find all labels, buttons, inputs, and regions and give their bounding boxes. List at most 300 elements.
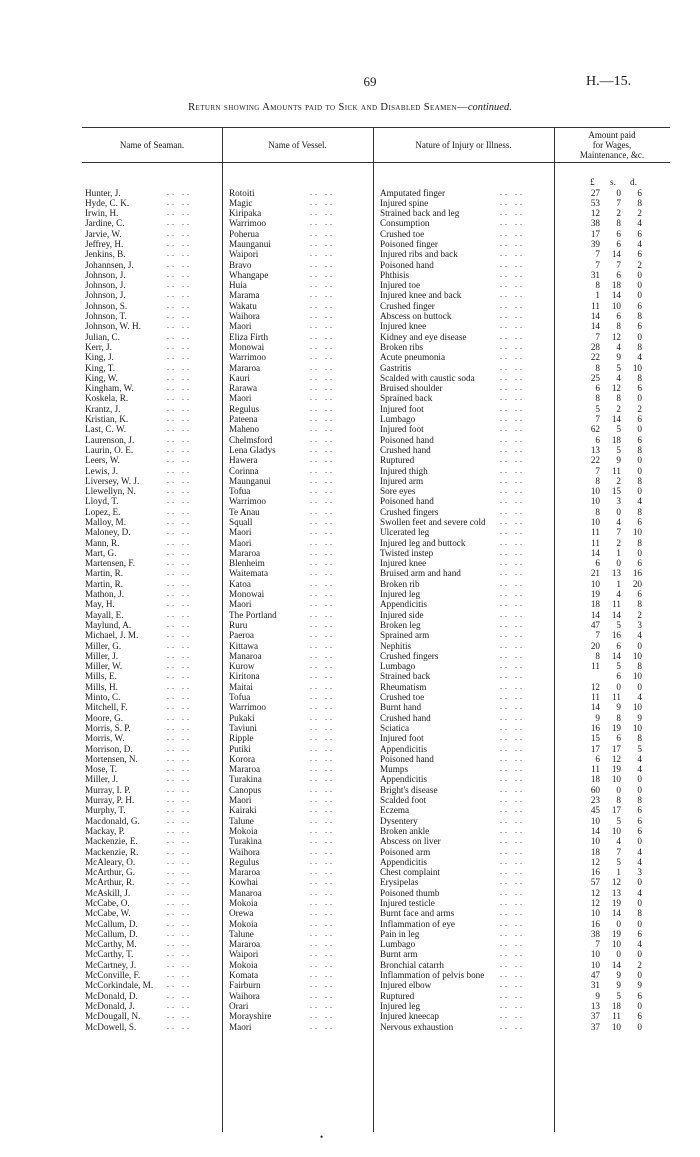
injury-nature: Injured elbow (380, 980, 432, 991)
amount-pence: 8 (637, 475, 642, 486)
seaman-name: Mitchell, F. (85, 702, 128, 713)
injury-nature: Injured leg and buttock (380, 537, 466, 548)
leader-dots: .. .. (310, 599, 335, 609)
injury-nature: Nervous exhaustion (380, 1021, 454, 1032)
amount-pence: 2 (637, 208, 642, 219)
leader-dots: .. .. (310, 990, 335, 1000)
amount-pence: 6 (637, 928, 642, 939)
leader-dots: .. .. (167, 362, 192, 372)
injury-nature: Bronchial catarrh (380, 959, 445, 970)
leader-dots: .. .. (310, 403, 335, 413)
leader-dots: .. .. (167, 383, 192, 393)
vessel-name: Maori (229, 1021, 252, 1032)
amount-pounds: 11 (591, 527, 600, 538)
leader-dots: .. .. (310, 362, 335, 372)
leader-dots: .. .. (310, 609, 335, 619)
amount-shillings: 12 (611, 877, 621, 888)
amount-pounds: 7 (595, 465, 600, 476)
amount-pence: 0 (637, 1021, 642, 1032)
amount-shillings: 14 (611, 959, 621, 970)
table-row (0, 579, 700, 589)
amount-shillings: 7 (616, 259, 621, 270)
leader-dots: .. .. (167, 290, 192, 300)
leader-dots: .. .. (500, 259, 525, 269)
table-row (0, 723, 700, 733)
vessel-name: Chelmsford (229, 434, 273, 445)
injury-nature: Injured arm (380, 475, 424, 486)
table-row (0, 1022, 700, 1032)
leader-dots: .. .. (310, 846, 335, 856)
leader-dots: .. .. (310, 949, 335, 959)
amount-shillings: 13 (611, 887, 621, 898)
table-row (0, 496, 700, 506)
amount-pounds: 62 (590, 424, 600, 435)
amount-pence: 6 (637, 300, 642, 311)
table-row (0, 568, 700, 578)
amount-pounds: 39 (590, 238, 600, 249)
amount-shillings: 14 (611, 414, 621, 425)
amount-shillings: 6 (616, 269, 621, 280)
amount-pence: 4 (637, 939, 642, 950)
leader-dots: .. .. (500, 959, 525, 969)
amount-pence: 0 (637, 465, 642, 476)
leader-dots: .. .. (500, 918, 525, 928)
injury-nature: Strained back (380, 671, 431, 682)
vessel-name: Warrimoo (229, 702, 267, 713)
injury-nature: Gastritis (380, 362, 412, 373)
leader-dots: .. .. (500, 836, 525, 846)
leader-dots: .. .. (500, 630, 525, 640)
leader-dots: .. .. (500, 753, 525, 763)
leader-dots: .. .. (310, 722, 335, 732)
leader-dots: .. .. (167, 444, 192, 454)
amount-pence: 10 (632, 671, 642, 682)
leader-dots: .. .. (500, 722, 525, 732)
leader-dots: .. .. (310, 465, 335, 475)
seaman-name: McCartney, J. (85, 959, 137, 970)
table-row (0, 949, 700, 959)
table-row (0, 332, 700, 342)
seaman-name: Johnson, S. (85, 300, 128, 311)
leader-dots: .. .. (310, 856, 335, 866)
amount-pence: 2 (637, 609, 642, 620)
leader-dots: .. .. (167, 702, 192, 712)
vessel-name: Mokoia (229, 959, 258, 970)
injury-nature: Ruptured (380, 990, 415, 1001)
leader-dots: .. .. (500, 280, 525, 290)
leader-dots: .. .. (167, 372, 192, 382)
amount-shillings: 6 (616, 671, 621, 682)
seaman-name: Maylund, A. (85, 619, 132, 630)
leader-dots: .. .. (500, 249, 525, 259)
leader-dots: .. .. (500, 537, 525, 547)
seaman-name: McDonald, D. (85, 990, 138, 1001)
amount-pence: 20 (632, 578, 642, 589)
amount-pence: 8 (637, 537, 642, 548)
vessel-name: Mokoia (229, 918, 258, 929)
seaman-name: Morris, S. P. (85, 722, 131, 733)
leader-dots: .. .. (500, 712, 525, 722)
leader-dots: .. .. (310, 928, 335, 938)
leader-dots: .. .. (167, 619, 192, 629)
injury-nature: Amputated finger (380, 187, 446, 198)
leader-dots: .. .. (167, 959, 192, 969)
header-amount-paid (554, 128, 670, 162)
leader-dots: .. .. (500, 671, 525, 681)
vessel-name: Monowai (229, 589, 265, 600)
amount-shillings: 0 (616, 681, 621, 692)
leader-dots: .. .. (310, 825, 335, 835)
table-row (0, 260, 700, 270)
leader-dots: .. .. (500, 589, 525, 599)
amount-pence: 6 (637, 187, 642, 198)
leader-dots: .. .. (167, 331, 192, 341)
amount-pence: 10 (632, 702, 642, 713)
table-title-main: Return showing Amounts paid to Sick and Disabled Seamen— (188, 102, 468, 113)
leader-dots: .. .. (310, 702, 335, 712)
amount-pounds: 10 (590, 517, 600, 527)
seaman-name: May, H. (85, 599, 115, 610)
amount-pence: 0 (637, 681, 642, 692)
amount-pounds: 17 (590, 743, 600, 754)
injury-nature: Poisoned hand (380, 259, 434, 270)
leader-dots: .. .. (500, 424, 525, 434)
leader-dots: .. .. (310, 764, 335, 774)
seaman-name: Jeffrey, H. (85, 238, 124, 249)
injury-nature: Lumbago (380, 661, 416, 672)
vessel-name: Hawera (229, 455, 258, 466)
vessel-name: Regulus (229, 403, 260, 414)
amount-shillings: 9 (616, 352, 621, 363)
table-row (0, 311, 700, 321)
amount-shillings: 5 (616, 362, 621, 373)
amount-pounds: 25 (590, 372, 600, 383)
amount-pence: 0 (637, 1000, 642, 1011)
leader-dots: .. .. (500, 496, 525, 506)
vessel-name: Kiripaka (229, 208, 262, 219)
amount-pounds: 22 (590, 352, 600, 363)
seaman-name: Mathon, J. (85, 589, 125, 600)
amount-shillings: 12 (611, 383, 621, 394)
vessel-name: Maori (229, 795, 252, 806)
amount-pence: 8 (637, 795, 642, 806)
leader-dots: .. .. (500, 609, 525, 619)
seaman-name: Lopez, E. (85, 506, 121, 517)
leader-dots: .. .. (167, 300, 192, 310)
amount-pounds: 31 (590, 980, 600, 991)
vessel-name: Korora (229, 753, 256, 764)
seaman-name: McArthur, G. (85, 867, 135, 878)
table-row (0, 785, 700, 795)
table-title-continued: continued. (467, 102, 512, 113)
vessel-name: Waipori (229, 949, 259, 960)
leader-dots: .. .. (310, 712, 335, 722)
vessel-name: Maori (229, 537, 252, 548)
leader-dots: .. .. (500, 619, 525, 629)
amount-pence: 4 (637, 856, 642, 867)
amount-shillings: 5 (616, 661, 621, 672)
table-row (0, 363, 700, 373)
header-amount-line3: Maintenance, &c. (579, 150, 645, 160)
leader-dots: .. .. (500, 887, 525, 897)
leader-dots: .. .. (500, 578, 525, 588)
leader-dots: .. .. (500, 393, 525, 403)
amount-pence: 4 (637, 887, 642, 898)
vessel-name: Waitemata (229, 568, 269, 579)
amount-pounds: 10 (590, 815, 600, 826)
amount-shillings: 13 (611, 568, 621, 579)
injury-nature: Sprained back (380, 393, 433, 404)
amount-shillings: 16 (611, 630, 621, 641)
seaman-name: Miller, G. (85, 640, 122, 651)
seaman-name: Mackenzie, E. (85, 836, 138, 847)
vessel-name: Talune (229, 815, 254, 826)
table-row (0, 816, 700, 826)
leader-dots: .. .. (500, 774, 525, 784)
table-row (0, 548, 700, 558)
leader-dots: .. .. (167, 537, 192, 547)
leader-dots: .. .. (167, 558, 192, 568)
table-row (0, 466, 700, 476)
leader-dots: .. .. (310, 331, 335, 341)
amount-pence: 0 (637, 918, 642, 929)
leader-dots: .. .. (310, 424, 335, 434)
seaman-name: Jenkins, B. (85, 249, 126, 260)
injury-nature: Injured leg (380, 589, 421, 600)
table-row (0, 517, 700, 527)
leader-dots: .. .. (500, 825, 525, 835)
vessel-name: Te Anau (229, 506, 260, 517)
table-row (0, 620, 700, 630)
leader-dots: .. .. (167, 928, 192, 938)
leader-dots: .. .. (310, 475, 335, 485)
amount-shillings: 11 (612, 1011, 621, 1022)
amount-pounds: 14 (590, 547, 600, 558)
leader-dots: .. .. (310, 372, 335, 382)
amount-pence: 8 (637, 372, 642, 383)
amount-pence: 3 (637, 867, 642, 878)
table-row (0, 1011, 700, 1021)
amount-shillings: 5 (616, 990, 621, 1001)
amount-pence: 10 (632, 362, 642, 373)
injury-nature: Lumbago (380, 414, 416, 425)
amount-pounds: 31 (590, 269, 600, 280)
leader-dots: .. .. (167, 311, 192, 321)
injury-nature: Nephitis (380, 640, 412, 651)
leader-dots: .. .. (167, 846, 192, 856)
injury-nature: Poisoned arm (380, 846, 431, 857)
table-row (0, 733, 700, 743)
amount-pounds: 57 (590, 877, 600, 888)
leader-dots: .. .. (167, 877, 192, 887)
amount-pounds: 14 (590, 609, 600, 620)
table-row (0, 939, 700, 949)
leader-dots: .. .. (167, 970, 192, 980)
amount-shillings: 19 (611, 722, 621, 733)
amount-pence: 8 (637, 341, 642, 352)
table-row (0, 188, 700, 198)
amount-pounds: 11 (591, 300, 600, 311)
seaman-name: McAskill, J. (85, 887, 131, 898)
amount-pence: 8 (637, 506, 642, 517)
amount-shillings: 14 (611, 249, 621, 260)
seaman-name: Mart, G. (85, 547, 117, 558)
vessel-name: Pukaki (229, 712, 255, 723)
amount-pence: 6 (637, 1011, 642, 1022)
table-row (0, 424, 700, 434)
amount-pounds: 7 (595, 630, 600, 641)
amount-pence: 9 (637, 980, 642, 991)
vessel-name: Wakatu (229, 300, 257, 311)
amount-pence: 0 (637, 774, 642, 785)
injury-nature: Sciatica (380, 722, 410, 733)
leader-dots: .. .. (167, 784, 192, 794)
table-row (0, 280, 700, 290)
leader-dots: .. .. (167, 949, 192, 959)
leader-dots: .. .. (500, 815, 525, 825)
amount-pounds: 37 (590, 1011, 600, 1022)
amount-shillings: 10 (611, 825, 621, 836)
table-row (0, 249, 700, 259)
seaman-name: Mayall, E. (85, 609, 124, 620)
seaman-name: Krantz, J. (85, 403, 121, 414)
injury-nature: Injured thigh (380, 465, 428, 476)
leader-dots: .. .. (167, 856, 192, 866)
amount-pounds: 14 (590, 311, 600, 322)
amount-pence: 0 (637, 290, 642, 301)
leader-dots: .. .. (310, 300, 335, 310)
leader-dots: .. .. (310, 568, 335, 578)
amount-pence: 4 (637, 753, 642, 764)
vessel-name: Eliza Firth (229, 331, 269, 342)
leader-dots: .. .. (500, 856, 525, 866)
leader-dots: .. .. (167, 887, 192, 897)
amount-pence: 3 (637, 619, 642, 630)
leader-dots: .. .. (310, 887, 335, 897)
leader-dots: .. .. (167, 578, 192, 588)
leader-dots: .. .. (310, 208, 335, 218)
amount-shillings: 11 (612, 599, 621, 610)
vessel-name: Maunganui (229, 238, 271, 249)
amount-pounds: 27 (590, 187, 600, 198)
vessel-name: Magic (229, 197, 253, 208)
injury-nature: Broken ribs (380, 341, 424, 352)
vessel-name: Putiki (229, 743, 251, 754)
leader-dots: .. .. (167, 825, 192, 835)
leader-dots: .. .. (167, 805, 192, 815)
amount-pounds: 15 (590, 733, 600, 744)
leader-dots: .. .. (500, 795, 525, 805)
leader-dots: .. .. (310, 1000, 335, 1010)
amount-shillings: 9 (616, 970, 621, 981)
leader-dots: .. .. (167, 681, 192, 691)
amount-shillings: 0 (616, 187, 621, 198)
amount-pence: 6 (637, 321, 642, 332)
amount-shillings: 0 (616, 918, 621, 929)
seaman-name: Laurin, O. E. (85, 444, 134, 455)
leader-dots: .. .. (310, 444, 335, 454)
leader-dots: .. .. (310, 1021, 335, 1031)
amount-pounds: 11 (591, 764, 600, 775)
amount-shillings: 6 (616, 238, 621, 249)
injury-nature: Injured spine (380, 197, 429, 208)
seaman-name: Johnson, T. (85, 311, 127, 322)
amount-pence: 4 (637, 218, 642, 229)
seaman-name: Kingham, W. (85, 383, 134, 394)
seaman-name: Malloy, M. (85, 517, 127, 527)
seaman-name: Johnson, J. (85, 269, 126, 280)
table-row (0, 270, 700, 280)
seaman-name: Lewis, J. (85, 465, 118, 476)
leader-dots: .. .. (500, 218, 525, 228)
leader-dots: .. .. (167, 434, 192, 444)
injury-nature: Poisoned thumb (380, 887, 440, 898)
amount-pence: 6 (637, 434, 642, 445)
table-row (0, 692, 700, 702)
injury-nature: Bruised shoulder (380, 383, 443, 394)
amount-pence: 0 (637, 424, 642, 435)
amount-pounds: 6 (595, 383, 600, 394)
document-reference: H.—15. (586, 74, 632, 89)
table-row (0, 671, 700, 681)
vessel-name: Manaroa (229, 650, 262, 661)
leader-dots: .. .. (167, 1000, 192, 1010)
leader-dots: .. .. (500, 928, 525, 938)
vessel-name: Blenheim (229, 558, 265, 569)
amount-pounds: 38 (590, 928, 600, 939)
leader-dots: .. .. (167, 939, 192, 949)
amount-pence: 4 (637, 846, 642, 857)
amount-shillings: 7 (616, 846, 621, 857)
injury-nature: Bruised arm and hand (380, 568, 461, 579)
leader-dots: .. .. (310, 527, 335, 537)
leader-dots: .. .. (167, 197, 192, 207)
amount-pence: 4 (637, 238, 642, 249)
leader-dots: .. .. (500, 650, 525, 660)
amount-pounds: 12 (590, 897, 600, 908)
seaman-name: Maloney, D. (85, 527, 131, 538)
injury-nature: Poisoned hand (380, 753, 434, 764)
table-row (0, 795, 700, 805)
table-row (0, 290, 700, 300)
table-row (0, 929, 700, 939)
amount-shillings: 4 (616, 372, 621, 383)
leader-dots: .. .. (500, 599, 525, 609)
vessel-name: Orewa (229, 908, 254, 919)
table-row (0, 857, 700, 867)
amount-pounds: 14 (590, 702, 600, 713)
leader-dots: .. .. (167, 475, 192, 485)
injury-nature: Injured knee (380, 558, 427, 569)
leader-dots: .. .. (500, 1000, 525, 1010)
amount-pounds: 18 (590, 774, 600, 785)
amount-shillings: 11 (612, 465, 621, 476)
leader-dots: .. .. (310, 558, 335, 568)
vessel-name: Turakina (229, 836, 262, 847)
amount-pounds: 47 (590, 970, 600, 981)
vessel-name: Kowhai (229, 877, 259, 888)
seaman-name: Martin, R. (85, 578, 124, 589)
table-row (0, 383, 700, 393)
leader-dots: .. .. (167, 712, 192, 722)
leader-dots: .. .. (167, 393, 192, 403)
leader-dots: .. .. (310, 795, 335, 805)
leader-dots: .. .. (167, 897, 192, 907)
injury-nature: Inflammation of eye (380, 918, 456, 929)
amount-shillings: 18 (611, 434, 621, 445)
seaman-name: Jarvie, W. (85, 228, 122, 239)
amount-pounds: 12 (590, 887, 600, 898)
